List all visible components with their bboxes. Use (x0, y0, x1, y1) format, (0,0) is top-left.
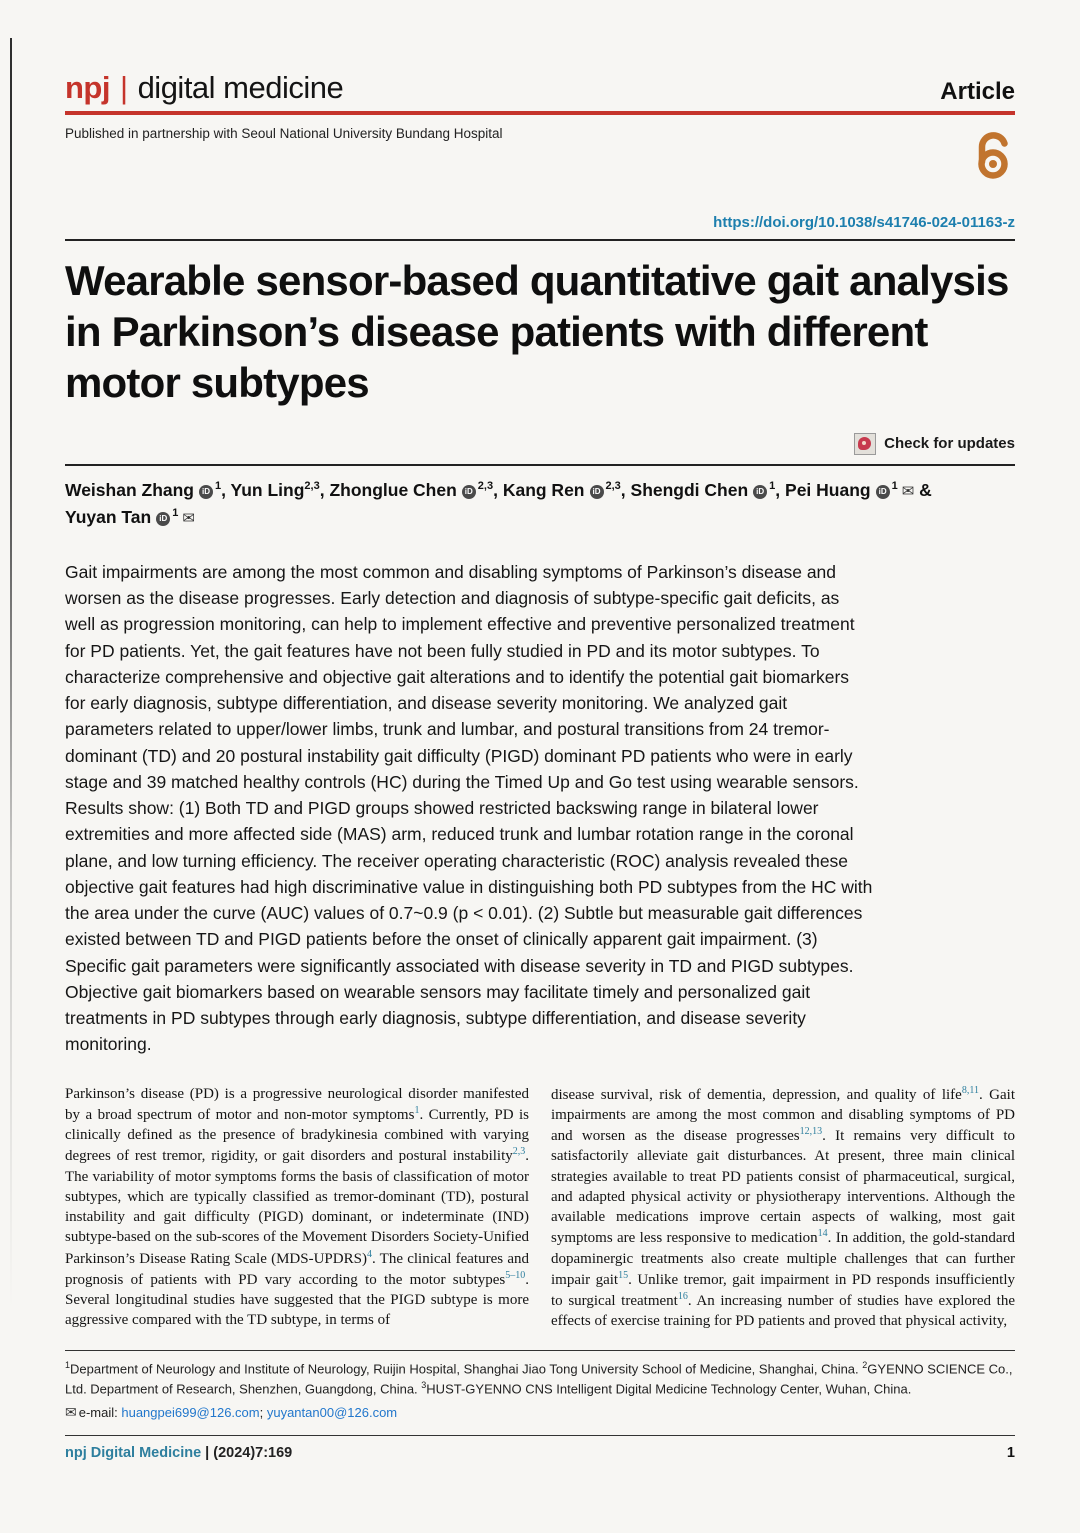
journal-logo-name: digital medicine (137, 70, 344, 105)
envelope-icon: ✉ (182, 509, 195, 527)
reference-superscript: 14 (817, 1228, 828, 1240)
updates-row (65, 433, 1015, 455)
doi-link[interactable]: https://doi.org/10.1038/s41746-024-01163-z (713, 214, 1015, 231)
open-access-icon (971, 128, 1015, 180)
reference-superscript: 1 (891, 479, 898, 492)
reference-superscript: 2 (862, 1359, 868, 1370)
abstract-text: Gait impairments are among the most common and disabling symptoms of Parkinson’s disease and worsen as the disease progresses. Early detection and diagnosis of subtype-specific gait deficits, as well as progression monitoring, can help to implement effective and preventive personalized treatment for PD patients. Yet, the gait features have not been fully studied in PD and its motor subtypes. To characterize comprehensive and objective gait alterations and to identify the potential gait biomarkers for early diagnosis, subtype differentiation, and disease severity monitoring. We analyzed gait parameters related to upper/lower limbs, trunk and lumbar, and postural transitions from 24 tremor-dominant (TD) and 20 postural instability gait difficulty (PIGD) dominant PD patients who were in early stage and 39 matched healthy controls (HC) during the Timed Up and Go test using wearable sensors. Results show: (1) Both TD and PIGD groups showed restricted backswing range in bilateral lower extremities and more affected side (MAS) arm, reduced trunk and lumbar rotation range in the coronal plane, and low turning efficiency. The receiver operating characteristic (ROC) analysis revealed these objective gait features had high discriminative value in distinguishing both PD subtypes from the HC with the area under the curve (AUC) values of 0.7~0.9 (p < 0.01). (2) Subtle but measurable gait differences existed between TD and PIGD patients before the onset of clinically apparent gait impairment. (3) Specific gait parameters were significantly associated with disease severity in TD and PIGD subtypes. Objective gait biomarkers based on wearable sensors may facilitate timely and personalized gait treatments in PD subtypes through early diagnosis, subtype differentiation, and disease severity monitoring. (65, 561, 873, 1055)
reference-superscript: 4 (366, 1248, 372, 1260)
reference-superscript: 16 (677, 1291, 688, 1303)
reference-superscript: 1 (414, 1104, 420, 1116)
reference-superscript: 3 (421, 1380, 427, 1391)
article-page (65, 0, 1015, 1461)
footnote-block (65, 1350, 1015, 1424)
reference-superscript: 2,3 (477, 479, 494, 492)
check-for-updates-button[interactable] (854, 433, 1015, 455)
doi-row (65, 214, 1015, 231)
partnership-text: Published in partnership with Seoul National University Bundang Hospital (65, 126, 503, 141)
reference-superscript: 12,13 (799, 1126, 823, 1138)
masthead (65, 70, 1015, 106)
body-left-column: Parkinson’s disease (PD) is a progressive neurological disorder manifested by a broad spectrum of motor and non-motor symptoms$^1$. Currently, PD is clinically defined as the presence of bradykinesia combined with varying degrees of rest tremor, rigidity, or gait disorders and postural instability$^{2,3}$. The variability of motor symptoms forms the basis of classification of motor subtypes, which are typically classified as tremor-dominant (TD), postural instability and gait difficulty (PIGD) dominant, or indeterminate (IND) subtype-based on the sub-scores of the Movement Disorders Society-Unified Parkinson’s Disease Rating Scale (MDS-UPDRS)$^4$. The clinical features and prognosis of patients with PD vary according to the motor subtypes$^{5-10}$. Several longitudinal studies have suggested that the PIGD subtype is more aggressive compared with the TD subtype, in terms of (65, 1085, 529, 1329)
reference-superscript: 2,3 (512, 1146, 526, 1158)
orcid-icon: iD (876, 485, 890, 499)
orcid-icon: iD (753, 485, 767, 499)
authors-top-rule (65, 464, 1015, 466)
journal-logo-npj: npj (65, 70, 110, 105)
reference-superscript: 1 (769, 479, 776, 492)
reference-superscript: 1 (65, 1359, 71, 1370)
envelope-icon: ✉ (901, 482, 915, 500)
orcid-icon: iD (590, 485, 604, 499)
footer-citation-group (65, 1445, 292, 1461)
reference-superscript: 1 (215, 479, 222, 492)
reference-superscript: 8,11 (961, 1084, 979, 1096)
article-title: Wearable sensor-based quantitative gait analysis in Parkinson’s disease patients with different motor subtypes (65, 257, 1009, 407)
journal-logo (65, 70, 343, 106)
orcid-icon: iD (462, 485, 476, 499)
reference-superscript: 1 (172, 507, 179, 519)
page-footer (65, 1435, 1015, 1461)
orcid-icon: iD (156, 512, 170, 526)
envelope-icon: ✉ (65, 1403, 77, 1420)
journal-logo-separator: | (120, 70, 128, 105)
title-top-rule (65, 239, 1015, 241)
footer-citation: | (2024)7:169 (205, 1445, 293, 1462)
reference-superscript: 15 (618, 1269, 629, 1281)
crossmark-icon (854, 433, 876, 455)
authors-line: Weishan Zhang iD $^1$, Yun Ling$^{2,3}$, Zhonglue Chen iD $^{2,3}$, Kang Ren iD $^{2,3}$, Shengdi Chen iD $^1$, Pei Huang iD $^1$ ✉ & Yuyan Tan iD $^1$ ✉ (65, 479, 932, 527)
reference-superscript: 2,3 (304, 479, 320, 492)
affiliations-text: $^1$Department of Neurology and Institute of Neurology, Ruijin Hospital, Shanghai Jiao Tong University School of Medicine, Shanghai, China. $^2$GYENNO SCIENCE Co., Ltd. Department of Research, Shenzhen, Guangdong, China. $^3$HUST-GYENNO CNS Intelligent Digital Medicine Technology Center, Wuhan, China. (65, 1359, 1013, 1397)
page-number: 1 (1006, 1445, 1015, 1462)
article-type-label: Article (940, 78, 1015, 105)
footer-journal-name: npj Digital Medicine (65, 1445, 202, 1462)
partnership-row (65, 124, 1015, 180)
email-link[interactable]: yuyantan00@126.com (266, 1404, 398, 1420)
scan-edge-artifact (10, 38, 12, 1308)
body-columns (65, 1084, 1015, 1332)
email-link[interactable]: huangpei699@126.com (121, 1404, 260, 1420)
email-line: ✉ e-mail: huangpei699@126.com; yuyantan00@126.com (65, 1403, 398, 1420)
orcid-icon: iD (199, 485, 213, 499)
check-for-updates-label: Check for updates (884, 435, 1015, 453)
reference-superscript: 5–10 (505, 1269, 526, 1281)
masthead-rule (65, 111, 1015, 115)
reference-superscript: 2,3 (605, 479, 621, 492)
body-right-column: disease survival, risk of dementia, depression, and quality of life$^{8,11}$. Gait impairments are among the most common and disabling symptoms of PD and worsen as the disease progresses$^{12,13}$. It remains very difficult to satisfactorily alleviate gait disturbances. At present, three main clinical strategies available to treat PD patients consist of pharmaceutical, surgical, and adapted physical activity or physiotherapy interventions. Although the available medications improve certain aspects of walking, most gait symptoms are less responsive to medication$^{14}$. In addition, the gold-standard dopaminergic treatments also create multiple challenges that can further impair gait$^{15}$. Unlike tremor, gait impairment in PD responds insufficiently to surgical treatment$^{16}$. An increasing number of studies have explored the effects of exercise training for PD patients and proved that physical activity, (551, 1084, 1016, 1330)
